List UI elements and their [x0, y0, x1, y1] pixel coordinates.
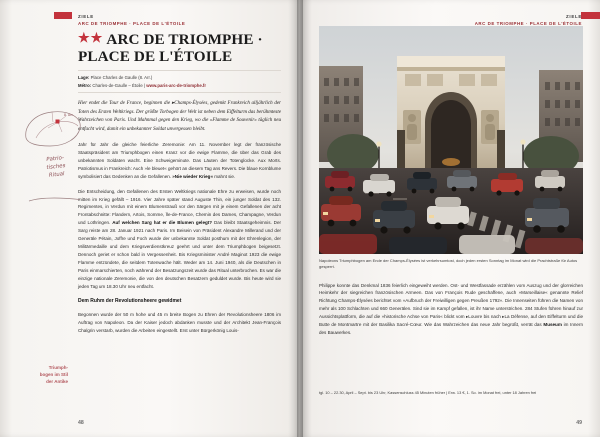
arc-de-triomphe-photo: [319, 26, 583, 254]
title-line-1: [78, 31, 281, 48]
location-value: Place Charles de Gaulle (8. Arr.): [90, 75, 153, 81]
right-page-corner-tab: [581, 12, 600, 19]
metro-line: [78, 82, 281, 89]
left-page-text-column: [78, 0, 281, 340]
metro-label: Métro:: [78, 82, 92, 88]
margin-note-underline: [28, 196, 82, 204]
practical-info-block: [78, 70, 281, 93]
body-paragraph-3: Begonnen wurde der 50 m hohe und 45 m breite Bogen zu Ehren der Revolutionsheere 1806 im Auftrag von Napoleon. Da der Kaiser jedoch abdanken musste und der Architekt Jean-François Chalgrin verstarb, wurden die Arbeiten eingestellt. Erst unter Bürgerkönig Louis-: [78, 312, 281, 334]
photo-caption: Napoleons Triumphbogen am Ende der Champs-Élysées ist verkehrsumtost, doch jeden ersten Sonntag im Monat wird die Prachtstraße für Autos gesperrt.: [319, 258, 578, 270]
left-page-corner-tab: [54, 12, 72, 19]
body-paragraph-1: Jahr für Jahr die gleiche feierliche Zeremonie: Am 11. November legt der französische Staatspräsident am Triumphbogen einen Kranz vor die ewige Flamme, die über das Grab des unbekannten Soldaten wacht. Eine Schweigeminute. Das Läuten der Totenglocke. Aux Morts. Patriotismus in Frankreich: Auch »le bleuet« gehört an diesem Tag ans Revers. Die blaue Kornblume symbolisiert das Gedenken an die Gefallenen. »Nie wieder Krieg« mahnt sie.: [78, 142, 281, 179]
margin-note-handwritten: Patrio- tisches Ritual: [46, 155, 66, 179]
opening-hours-info: [319, 390, 583, 396]
metro-value: Charles-de-Gaulle – Étoile |: [92, 82, 146, 88]
location-line: [78, 74, 281, 81]
right-running-head: [475, 14, 582, 26]
hand-drawn-map-sketch: [22, 108, 84, 150]
website-link[interactable]: www.paris-arc-de-triomphe.fr: [146, 82, 207, 88]
right-running-head-title: ARC DE TRIOMPHE · PLACE DE L'ÉTOILE: [474, 21, 582, 27]
right-page: [300, 0, 600, 437]
title-line-2: PLACE DE L'ÉTOILE: [78, 47, 233, 65]
location-label: Lage:: [78, 75, 90, 81]
star-rating-icon: ★★: [78, 30, 104, 45]
photo-illustration: [319, 26, 583, 254]
opening-hours-text: tgl. 10 – 22.30, April – Sept. bis 23 Uhr, Kassenschluss 45 Minuten früher | Erw. 13 €, 1. So. im Monat frei, unter 18 Jahren frei: [319, 390, 537, 395]
margin-note-red: Triumph- bogen im Stil der Antike: [39, 365, 68, 384]
body-paragraph-2: Die Entscheidung, den Gefallenen des Ersten Weltkriegs nationale Ehre zu erweisen, wurde noch mitten im Krieg gefällt – 1916. Vier Jahre später stand Auguste Thin, ein junger Soldat des 132. Regimentes, in Verdun mit einem Blumenstrauß vor den Särgen mit je einem Gefallenen der acht Frontabschnitte: Flandern, Artois, Somme, Île-de-France, Chemin des Dames, Champagne, Verdun und Lothringen. Auf welchen Sarg hat er die Blumen gelegt? Das bleibt Staatsgeheimnis. Der Sarg reiste am 28. Januar 1921 nach Paris. Im Beisein von Präsident Alexandre Millerand und der Generäle Pétain, Joffre und Foch wurde der unbekannte Soldat posthum mit der Ehrenlegion, der Militärmedaille und dem Kriegsverdienstkreuz geehrt und unter dem Triumphbogen beigesetzt. Dennoch geriet er schon bald in Vergessenheit. Bis Kriegsminister André Maginot 1923 die ewige Flamme entzündete, die seitdem Totenwache hält. Weder am 14. Juni 1940, als die Deutschen in Paris einmarschierten, noch während der Besatzungszeit wurde das Ritual unterbrochen. Es war die einzige nationale Zeremonie, die von den deutschen Besatzern geduldet wurde. Bis heute wird sie jeden Tag um 18.30 Uhr neu entfacht.: [78, 188, 282, 289]
left-running-head-kicker: ZIELE: [78, 14, 94, 19]
right-body-paragraph-1: Philippe konnte das Denkmal 1836 feierlich eingeweiht werden. Ost- und Westfassade erzählen vom Auszug und der glorreichen Heimkehr der siegreichen französischen Armeen. Das von François Rude geschaffene, auch »Marseillaise« genannte Relief Richtung Champs-Élysées berichtet vom »Aufbruch der Freiwilligen gegen Preußen 1792«. Die Innenseiten führen die Namen von mehr als 100 Schlachten und 660 Generälen. Sind sie im Kampf gefallen, ist ihr Name unterstrichen. 284 Stufen führen hinauf zur Aussichtsplattform, die auf die »historische Achse von Paris« blickt vom ▸Louvre bis nach ▸La Défense, auf den Eiffelturm und die Butte de Montmartre mit der Basilika Sacré-Cœur. Wie das Wahrzeichen das neue Jahr begrüßt, verrät das Museum im Innern des Bauwerkes.: [319, 282, 583, 335]
section-subheading: Dem Ruhm der Revolutionsheere gewidmet: [78, 298, 182, 305]
page-title: [78, 31, 281, 64]
left-page-number: 48: [78, 420, 84, 426]
right-running-head-kicker: ZIELE: [566, 14, 582, 19]
title-text-1: ARC DE TRIOMPHE ·: [106, 31, 263, 48]
right-page-number: 49: [576, 420, 582, 426]
left-running-head-title: ARC DE TRIOMPHE · PLACE DE L'ÉTOILE: [78, 21, 186, 27]
lead-paragraph: Hier endet die Tour de France, beginnen die ▸Champs-Élysées, gedenkt Frankreich alljährlich der Toten des Ersten Weltkriegs. Der größte Torbogen der Welt ist neben dem Eiffelturm das berühmteste Wahrzeichen von Paris. Und Mahnmal gegen den Krieg, wo die »Flamme de Souvenir« täglich neu entfacht wird, damit ein unbekannter Soldat unvergessen bleibt.: [78, 101, 281, 132]
svg-text:8. Arr.: 8. Arr.: [64, 113, 74, 117]
